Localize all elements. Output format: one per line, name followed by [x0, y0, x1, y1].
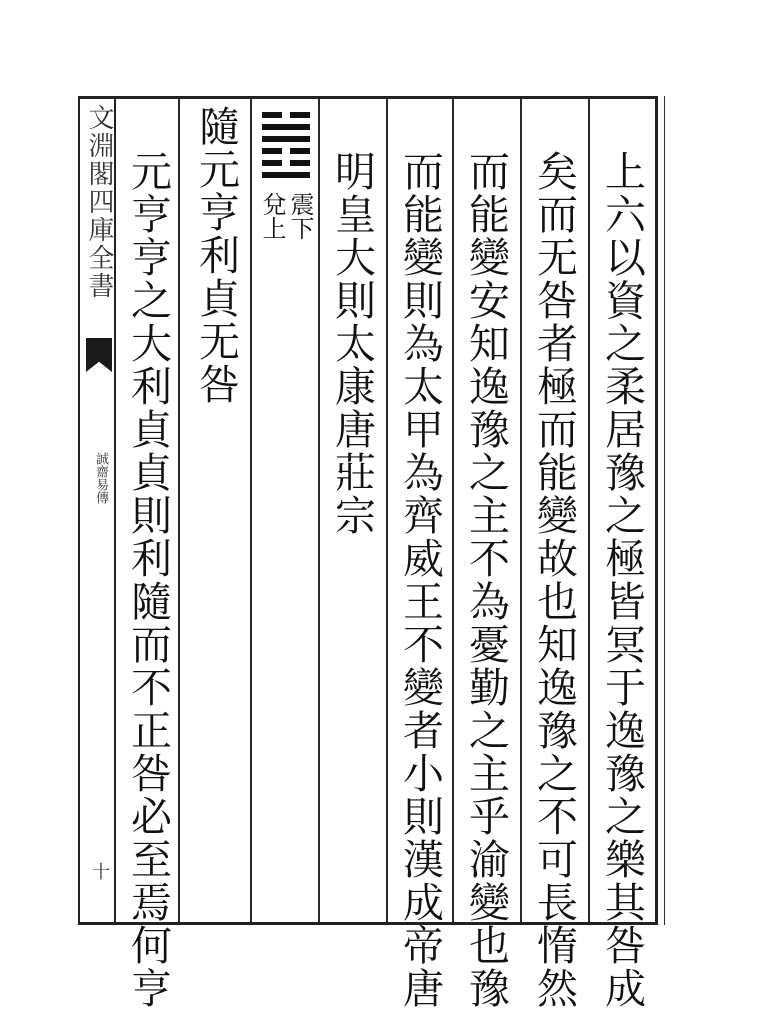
column-divider — [588, 99, 590, 922]
column-divider — [250, 99, 252, 922]
column-divider — [520, 99, 522, 922]
frame-right-border — [655, 96, 658, 925]
margin-book-title: 文淵閣四庫全書 — [84, 104, 114, 300]
upper-trigram-label: 兌上 — [258, 192, 286, 240]
text-column-2: 矣而无咎者極而能變故也知逸豫之不可長惰然 — [530, 150, 578, 1010]
frame-right-outer-border — [664, 96, 665, 925]
margin-page-number: 十 — [89, 862, 110, 880]
text-column-4: 而能變則為太甲為齊威王不變者小則漢成帝唐 — [396, 150, 444, 1010]
text-column-3: 而能變安知逸豫之主不為憂勤之主乎渝變也豫 — [462, 150, 510, 1010]
lower-trigram-label: 震下 — [286, 192, 314, 240]
column-divider — [386, 99, 388, 922]
margin-right-line — [114, 99, 116, 922]
column-divider — [452, 99, 454, 922]
fishtail-mark — [86, 338, 112, 372]
text-column-7: 元亨亨之大利貞貞則利隨而不正咎必至焉何亨 — [124, 150, 172, 1010]
text-column-1: 上六以資之柔居豫之極皆冥于逸豫之樂其咎成 — [598, 150, 646, 1010]
text-column-6: 隨元亨利貞无咎 — [192, 105, 240, 406]
margin-left-line — [78, 96, 80, 925]
frame-top-border — [80, 96, 658, 99]
column-divider — [178, 99, 180, 922]
sui-hexagram-icon — [262, 112, 310, 178]
column-divider — [318, 99, 320, 922]
margin-book-subtitle: 誠齋易傳 — [93, 452, 108, 504]
text-column-5: 明皇大則太康唐莊宗 — [328, 150, 376, 537]
